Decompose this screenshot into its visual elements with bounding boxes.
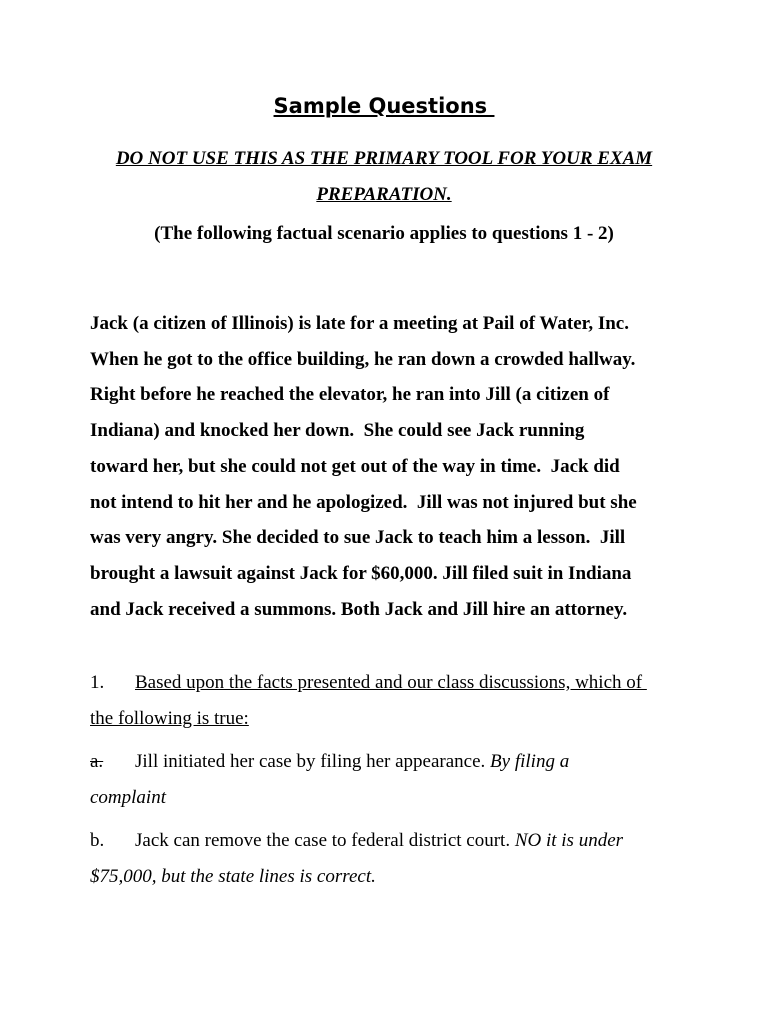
option-text: Jack can remove the case to federal district court. [135, 830, 515, 851]
option-note: By filing a [490, 751, 570, 772]
option-letter: b. [90, 830, 105, 851]
option-letter: a. [90, 751, 104, 772]
page-title: Sample Questions [273, 94, 495, 118]
option-note-continued: complaint [90, 786, 166, 808]
question-text-continued: the following is true: [90, 707, 249, 729]
option-note-continued: $75,000, but the state lines is correct. [90, 865, 376, 887]
option-b-line-1 [90, 823, 690, 859]
question-1-line-1 [90, 665, 690, 701]
facts-line: was very angry. She decided to sue Jack to teach him a lesson. Jill [90, 527, 626, 549]
question-number: 1. [90, 672, 105, 693]
facts-line: not intend to hit her and he apologized. Jill was not injured but she [90, 491, 637, 513]
facts-line: Indiana) and knocked her down. She could see Jack running [90, 420, 585, 442]
option-text: Jill initiated her case by filing her appearance. [135, 751, 491, 772]
facts-paragraph [90, 306, 637, 627]
facts-line: and Jack received a summons. Both Jack and Jill hire an attorney. [90, 598, 628, 620]
facts-line: brought a lawsuit against Jack for $60,000. Jill filed suit in Indiana [90, 562, 632, 584]
question-1 [90, 665, 690, 736]
option-a [90, 744, 690, 815]
warning-text: DO NOT USE THIS AS THE PRIMARY TOOL FOR YOUR EXAM PREPARATION. [115, 148, 653, 205]
facts-line: toward her, but she could not get out of the way in time. Jack did [90, 455, 620, 477]
option-note: NO it is under [514, 830, 624, 851]
facts-line: Right before he reached the elevator, he ran into Jill (a citizen of [90, 384, 610, 406]
facts-line: When he got to the office building, he ran down a crowded hallway. [90, 348, 636, 370]
facts-line: Jack (a citizen of Illinois) is late for a meeting at Pail of Water, Inc. [90, 313, 629, 334]
scenario-note: (The following factual scenario applies to questions 1 - 2) [154, 223, 614, 244]
option-a-line-1 [90, 744, 690, 780]
question-text: Based upon the facts presented and our class discussions, which of [135, 672, 647, 693]
option-b [90, 823, 690, 894]
